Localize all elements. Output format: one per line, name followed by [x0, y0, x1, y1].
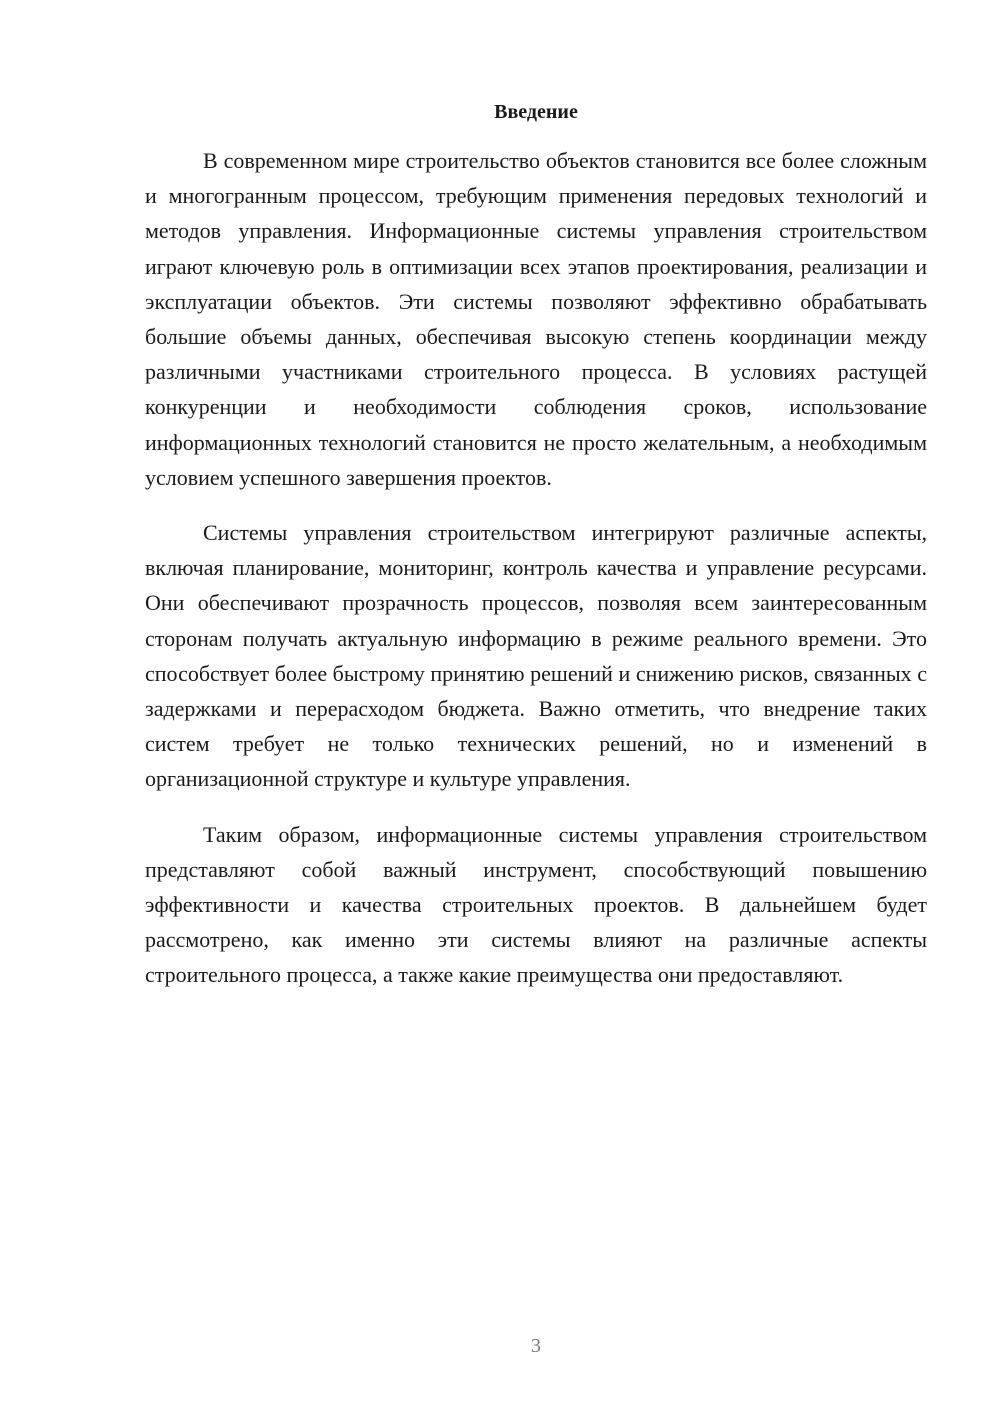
- page-number: 3: [531, 1335, 541, 1357]
- section-heading: Введение: [494, 101, 578, 123]
- paragraph-2: Системы управления строительством интегрируют различные аспекты, включая планирование, мониторинг, контроль качества и управление ресурсами. Они обеспечивают прозрачность процессов, позволяя всем заинтересованным сторонам получать актуальную информацию в режиме реального времени. Это способствует более быстрому принятию решений и снижению рисков, связанных с задержками и перерасходом бюджета. Важно отметить, что внедрение таких систем требует не только технических решений, но и изменений в организационной структуре и культуре управления.: [145, 520, 927, 792]
- paragraph-1: В современном мире строительство объектов становится все более сложным и многогранным процессом, требующим применения передовых технологий и методов управления. Информационные системы управления строительством играют ключевую роль в оптимизации всех этапов проектирования, реализации и эксплуатации объектов. Эти системы позволяют эффективно обрабатывать большие объемы данных, обеспечивая высокую степень координации между различными участниками строительного процесса. В условиях растущей конкуренции и необходимости соблюдения сроков, использование информационных технологий становится не просто желательным, а необходимым условием успешного завершения проектов.: [145, 148, 927, 490]
- paragraph-3: Таким образом, информационные системы управления строительством представляют собой важный инструмент, способствующий повышению эффективности и качества строительных проектов. В дальнейшем будет рассмотрено, как именно эти системы влияют на различные аспекты строительного процесса, а также какие преимущества они предоставляют.: [145, 821, 927, 988]
- document-body: [145, 143, 927, 1013]
